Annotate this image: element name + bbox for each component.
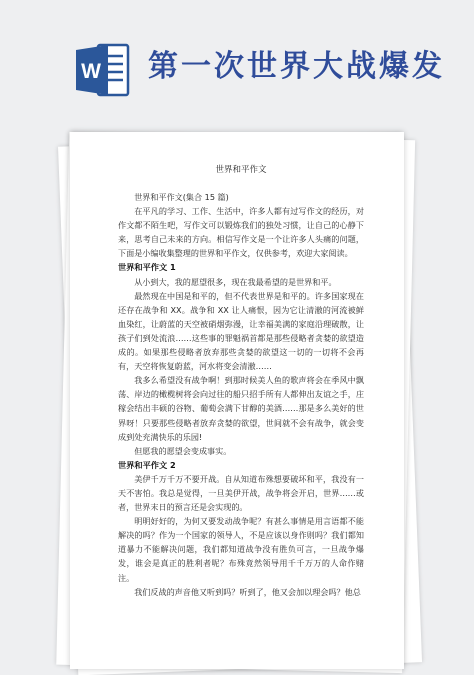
essay2-paragraph-3: 我们反战的声音他又听到吗？听到了，他又会加以理会吗？他总 <box>134 586 361 597</box>
document-page <box>70 132 404 669</box>
essay1-paragraph-1: 从小到大，我的愿望很多，现在我最希望的是世界和平。 <box>134 276 337 287</box>
essay2-paragraph-2: 明明好好的，为何又要发动战争呢？有甚么事情是用言语都不能解决的吗？作为一个国家的领导人，不是应该以身作则吗？我们都知道暴力不能解决问题，我们都知道战争没有胜负可言，一旦战争爆发，谁会是真正的胜利者呢？布殊竟然领导用千千万万的人命作赌注。 <box>118 516 364 583</box>
word-logo-letter: W <box>81 60 101 83</box>
collection-line: 世界和平作文(集合 15 篇) <box>134 192 229 202</box>
intro-paragraph: 在平凡的学习、工作、生活中，许多人都有过写作文的经历，对作文都不陌生吧，写作文可以锻炼我们的独处习惯，让自己的心静下来，思考自己未来的方向。相信写作文是一个让许多人头痛的问题，下面是小编收集整理的世界和平作文，仅供参考，欢迎大家阅读。 <box>118 206 364 259</box>
banner-title: 第一次世界大战爆发 <box>148 49 445 84</box>
essay-heading-2: 世界和平作文 2 <box>118 459 176 470</box>
essay1-paragraph-3: 我多么希望没有战争啊！到那时候美人鱼的歌声将会在季风中飘荡、岸边的橄榄树将会向过往的船只招手所有人都伸出友谊之手，庄稼会结出丰硕的谷物、葡萄会满下甘醇的美酒……那是多么美好的世界呀！只要那些侵略者放弃贪婪的欲望，世间就不会有战争，就会变成到处充满快乐的乐园! <box>118 375 364 442</box>
word-document-icon <box>76 42 130 98</box>
essay-heading-1: 世界和平作文 1 <box>118 262 176 273</box>
document-title: 世界和平作文 <box>215 165 267 175</box>
banner <box>0 0 474 122</box>
essay1-paragraph-4: 但愿我的愿望会变成事实。 <box>134 445 232 456</box>
essay1-paragraph-2: 最然现在中国是和平的，但不代表世界是和平的。许多国家现在还存在战争和 XX。战争和 XX 让人痛恨，因为它让清澈的河流被鲜血染红，让蔚蓝的天空被硝烟弥漫，让幸福美满的家庭沿理破散，让孩子们到处流浪……这些事的罪魁祸首都是那些侵略者贪婪的欲望造成的。如果那些侵略者放弃那些贪婪的欲望这一切的一切将不会再有，天空将恢复蔚蓝，河水将变会清澈…… <box>118 290 364 372</box>
essay2-paragraph-1: 美伊千万千万不要开战。自从知道布殊想要破坏和平，我没有一天不害怕。我总是觉得，一旦美伊开战，战争将会开启，世界……或者，世界末日的预言还是会实现的。 <box>118 473 364 513</box>
